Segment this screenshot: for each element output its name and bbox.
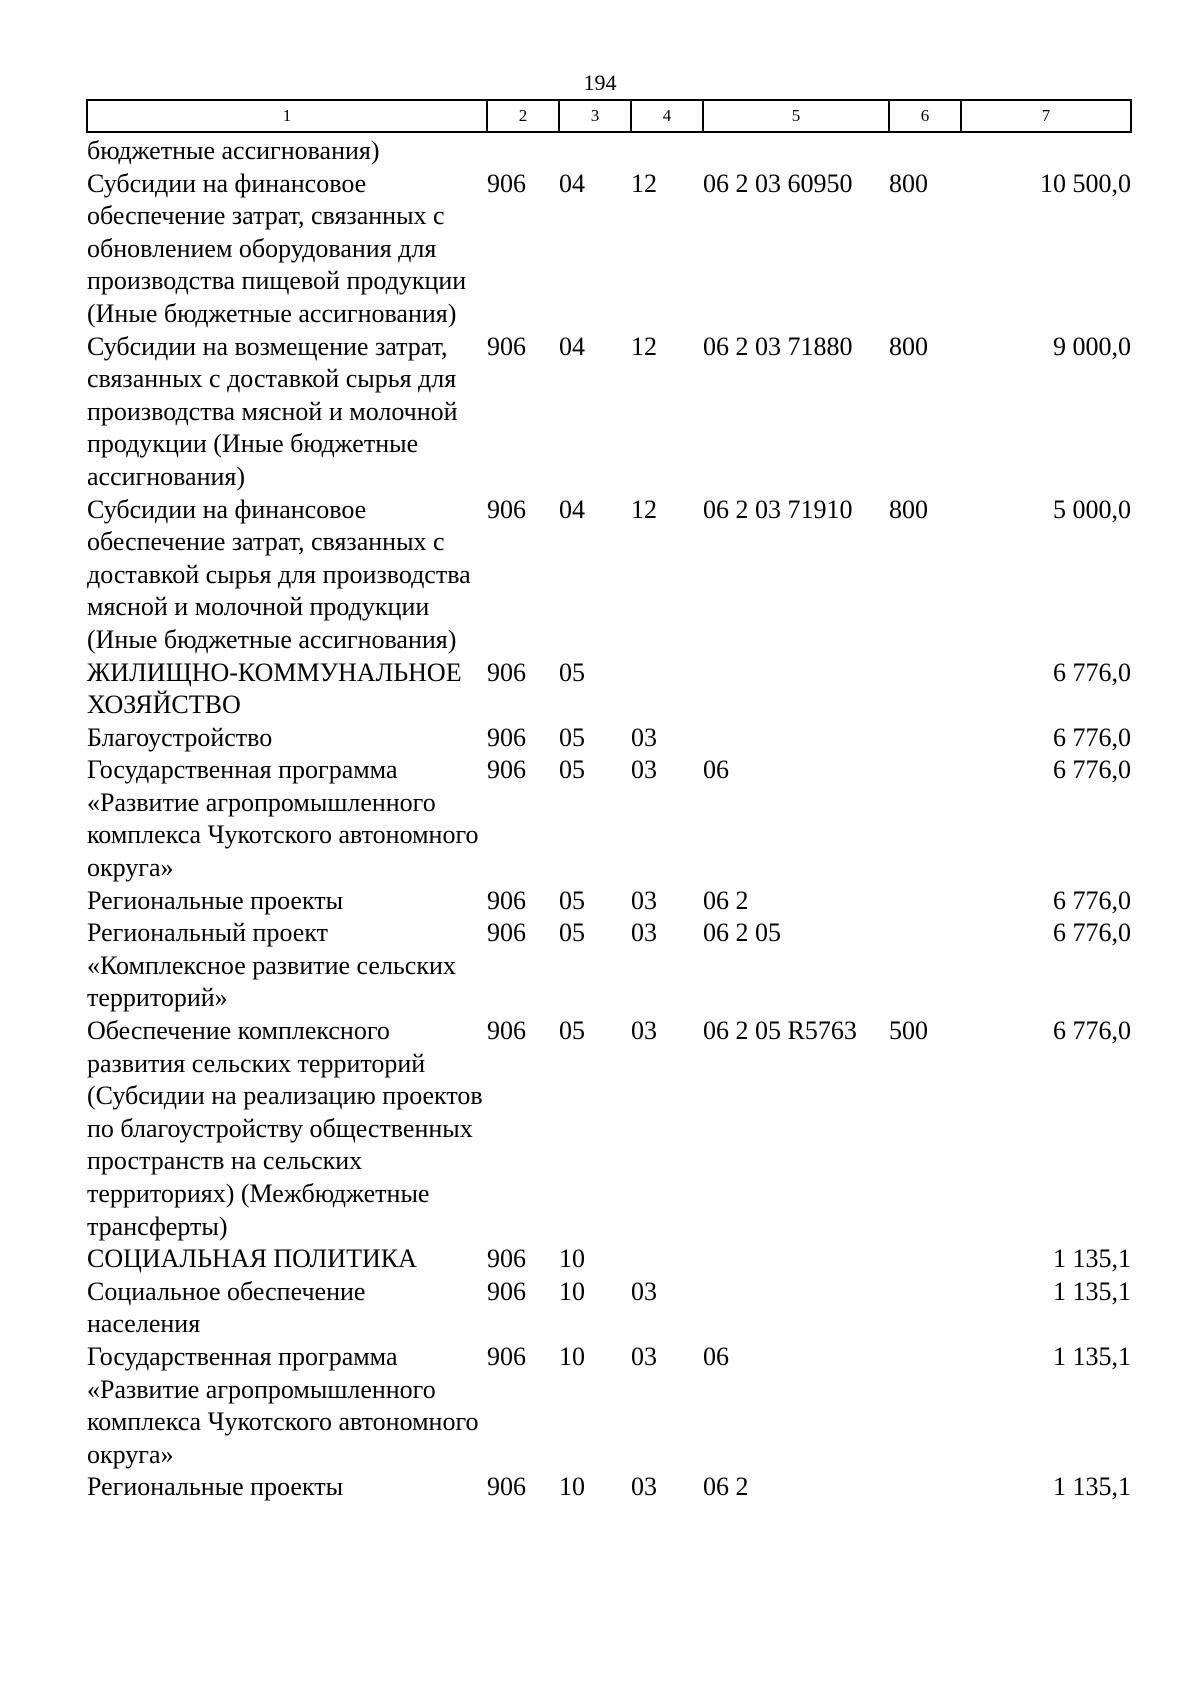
table-row bbox=[87, 885, 1131, 918]
row-ministry-code: 906 bbox=[487, 1472, 526, 1502]
row-ministry-code bbox=[487, 132, 559, 168]
row-name: Обеспечение комплексного развития сельских территорий (Субсидии на реализацию проектов по благоустройству общественных пространств на сельских территориях) (Межбюджетные трансферты) bbox=[87, 1016, 483, 1241]
row-ministry-code: 906 bbox=[487, 1341, 526, 1371]
row-amount: 6 776,0 bbox=[1053, 918, 1131, 948]
row-subsection-code: 03 bbox=[631, 1016, 657, 1046]
row-ministry-code: 906 bbox=[487, 494, 526, 524]
row-expense-type bbox=[889, 754, 961, 884]
table-row bbox=[87, 754, 1131, 884]
row-ministry-code: 906 bbox=[487, 1276, 526, 1306]
row-section-code: 10 bbox=[559, 1472, 585, 1502]
row-name: Региональный проект «Комплексное развитие сельских территорий» bbox=[87, 918, 456, 1013]
column-header-5: 5 bbox=[703, 100, 889, 132]
row-amount: 6 776,0 bbox=[1053, 657, 1131, 687]
table-row bbox=[87, 1341, 1131, 1471]
row-subsection-code: 03 bbox=[631, 1276, 657, 1306]
row-expense-type bbox=[889, 1471, 961, 1504]
row-amount bbox=[961, 132, 1131, 168]
table-row bbox=[87, 331, 1131, 494]
row-subsection-code: 12 bbox=[631, 331, 657, 361]
row-ministry-code: 906 bbox=[487, 722, 526, 752]
row-ministry-code: 906 bbox=[487, 331, 526, 361]
row-section-code: 05 bbox=[559, 885, 585, 915]
row-expense-type bbox=[889, 1341, 961, 1471]
row-amount: 10 500,0 bbox=[1040, 168, 1131, 198]
row-name: Государственная программа «Развитие агропромышленного комплекса Чукотского автономного округа» bbox=[87, 755, 479, 883]
row-amount: 1 135,1 bbox=[1053, 1276, 1131, 1306]
table-row bbox=[87, 168, 1131, 331]
row-name: СОЦИАЛЬНАЯ ПОЛИТИКА bbox=[87, 1244, 417, 1274]
row-target-code: 06 2 03 60950 bbox=[703, 168, 853, 198]
row-name: Государственная программа «Развитие агропромышленного комплекса Чукотского автономного округа» bbox=[87, 1341, 479, 1469]
table-row bbox=[87, 657, 1131, 722]
row-name: Благоустройство bbox=[87, 722, 273, 752]
row-expense-type bbox=[889, 657, 961, 722]
row-name: Региональные проекты bbox=[87, 1472, 344, 1502]
row-expense-type bbox=[889, 132, 961, 168]
row-subsection-code: 03 bbox=[631, 1341, 657, 1371]
row-expense-type: 800 bbox=[889, 494, 928, 524]
row-target-code bbox=[703, 657, 889, 722]
row-ministry-code: 906 bbox=[487, 755, 526, 785]
row-subsection-code: 03 bbox=[631, 918, 657, 948]
row-amount: 6 776,0 bbox=[1053, 722, 1131, 752]
row-target-code bbox=[703, 1243, 889, 1276]
row-section-code: 10 bbox=[559, 1244, 585, 1274]
row-amount: 1 135,1 bbox=[1053, 1472, 1131, 1502]
row-subsection-code: 12 bbox=[631, 494, 657, 524]
table-row bbox=[87, 494, 1131, 657]
row-expense-type bbox=[889, 722, 961, 755]
row-expense-type bbox=[889, 1276, 961, 1341]
page-number: 194 bbox=[583, 70, 617, 95]
row-ministry-code: 906 bbox=[487, 1244, 526, 1274]
row-subsection-code bbox=[631, 132, 703, 168]
row-target-code: 06 2 03 71880 bbox=[703, 331, 853, 361]
row-section-code: 10 bbox=[559, 1341, 585, 1371]
table-row bbox=[87, 1243, 1131, 1276]
row-target-code: 06 bbox=[703, 1341, 729, 1371]
row-amount: 6 776,0 bbox=[1053, 885, 1131, 915]
header-row bbox=[87, 100, 1131, 132]
table-row bbox=[87, 1276, 1131, 1341]
row-section-code: 05 bbox=[559, 755, 585, 785]
row-amount: 9 000,0 bbox=[1053, 331, 1131, 361]
row-subsection-code bbox=[631, 1243, 703, 1276]
row-expense-type bbox=[889, 917, 961, 1015]
row-subsection-code: 12 bbox=[631, 168, 657, 198]
row-section-code: 04 bbox=[559, 331, 585, 361]
table-row bbox=[87, 1015, 1131, 1243]
row-ministry-code: 906 bbox=[487, 657, 526, 687]
row-section-code: 05 bbox=[559, 722, 585, 752]
row-target-code bbox=[703, 1276, 889, 1341]
row-amount: 5 000,0 bbox=[1053, 494, 1131, 524]
column-header-4: 4 bbox=[631, 100, 703, 132]
table-row bbox=[87, 722, 1131, 755]
row-target-code: 06 2 bbox=[703, 885, 749, 915]
row-target-code: 06 2 05 R5763 bbox=[703, 1016, 857, 1046]
row-amount: 6 776,0 bbox=[1053, 755, 1131, 785]
row-target-code: 06 2 bbox=[703, 1472, 749, 1502]
row-subsection-code: 03 bbox=[631, 885, 657, 915]
table-header bbox=[87, 100, 1131, 132]
row-expense-type bbox=[889, 885, 961, 918]
row-name: бюджетные ассигнования) bbox=[87, 136, 380, 165]
row-target-code bbox=[703, 132, 889, 168]
row-section-code bbox=[559, 132, 631, 168]
budget-table bbox=[86, 99, 1132, 1504]
row-target-code: 06 bbox=[703, 755, 729, 785]
column-header-1: 1 bbox=[87, 100, 487, 132]
row-subsection-code: 03 bbox=[631, 755, 657, 785]
table-row bbox=[87, 1471, 1131, 1504]
row-name: Субсидии на финансовое обеспечение затрат, связанных с обновлением оборудования для производства пищевой продукции (Иные бюджетные ассигнования) bbox=[87, 168, 467, 328]
row-section-code: 10 bbox=[559, 1276, 585, 1306]
row-ministry-code: 906 bbox=[487, 168, 526, 198]
row-target-code: 06 2 03 71910 bbox=[703, 494, 853, 524]
column-header-6: 6 bbox=[889, 100, 961, 132]
row-subsection-code bbox=[631, 657, 703, 722]
row-ministry-code: 906 bbox=[487, 918, 526, 948]
row-target-code bbox=[703, 722, 889, 755]
row-ministry-code: 906 bbox=[487, 885, 526, 915]
table-row bbox=[87, 132, 1131, 168]
row-subsection-code: 03 bbox=[631, 1472, 657, 1502]
row-ministry-code: 906 bbox=[487, 1016, 526, 1046]
row-section-code: 05 bbox=[559, 657, 585, 687]
row-name: Региональные проекты bbox=[87, 885, 344, 915]
row-section-code: 04 bbox=[559, 494, 585, 524]
row-section-code: 04 bbox=[559, 168, 585, 198]
column-header-7: 7 bbox=[961, 100, 1131, 132]
row-expense-type: 800 bbox=[889, 168, 928, 198]
row-target-code: 06 2 05 bbox=[703, 918, 781, 948]
row-name: Субсидии на возмещение затрат, связанных с доставкой сырья для производства мясной и молочной продукции (Иные бюджетные ассигнования) bbox=[87, 331, 458, 491]
row-expense-type bbox=[889, 1243, 961, 1276]
row-expense-type: 800 bbox=[889, 331, 928, 361]
row-amount: 1 135,1 bbox=[1053, 1341, 1131, 1371]
column-header-3: 3 bbox=[559, 100, 631, 132]
row-subsection-code: 03 bbox=[631, 722, 657, 752]
row-amount: 6 776,0 bbox=[1053, 1016, 1131, 1046]
row-amount: 1 135,1 bbox=[1053, 1244, 1131, 1274]
row-section-code: 05 bbox=[559, 918, 585, 948]
row-name: Социальное обеспечение населения bbox=[87, 1276, 366, 1339]
row-section-code: 05 bbox=[559, 1016, 585, 1046]
column-header-2: 2 bbox=[487, 100, 559, 132]
row-name: Субсидии на финансовое обеспечение затрат, связанных с доставкой сырья для производства мясной и молочной продукции (Иные бюджетные ассигнования) bbox=[87, 494, 471, 654]
table-row bbox=[87, 917, 1131, 1015]
row-name: ЖИЛИЩНО-КОММУНАЛЬНОЕ ХОЗЯЙСТВО bbox=[87, 657, 462, 720]
row-expense-type: 500 bbox=[889, 1016, 928, 1046]
